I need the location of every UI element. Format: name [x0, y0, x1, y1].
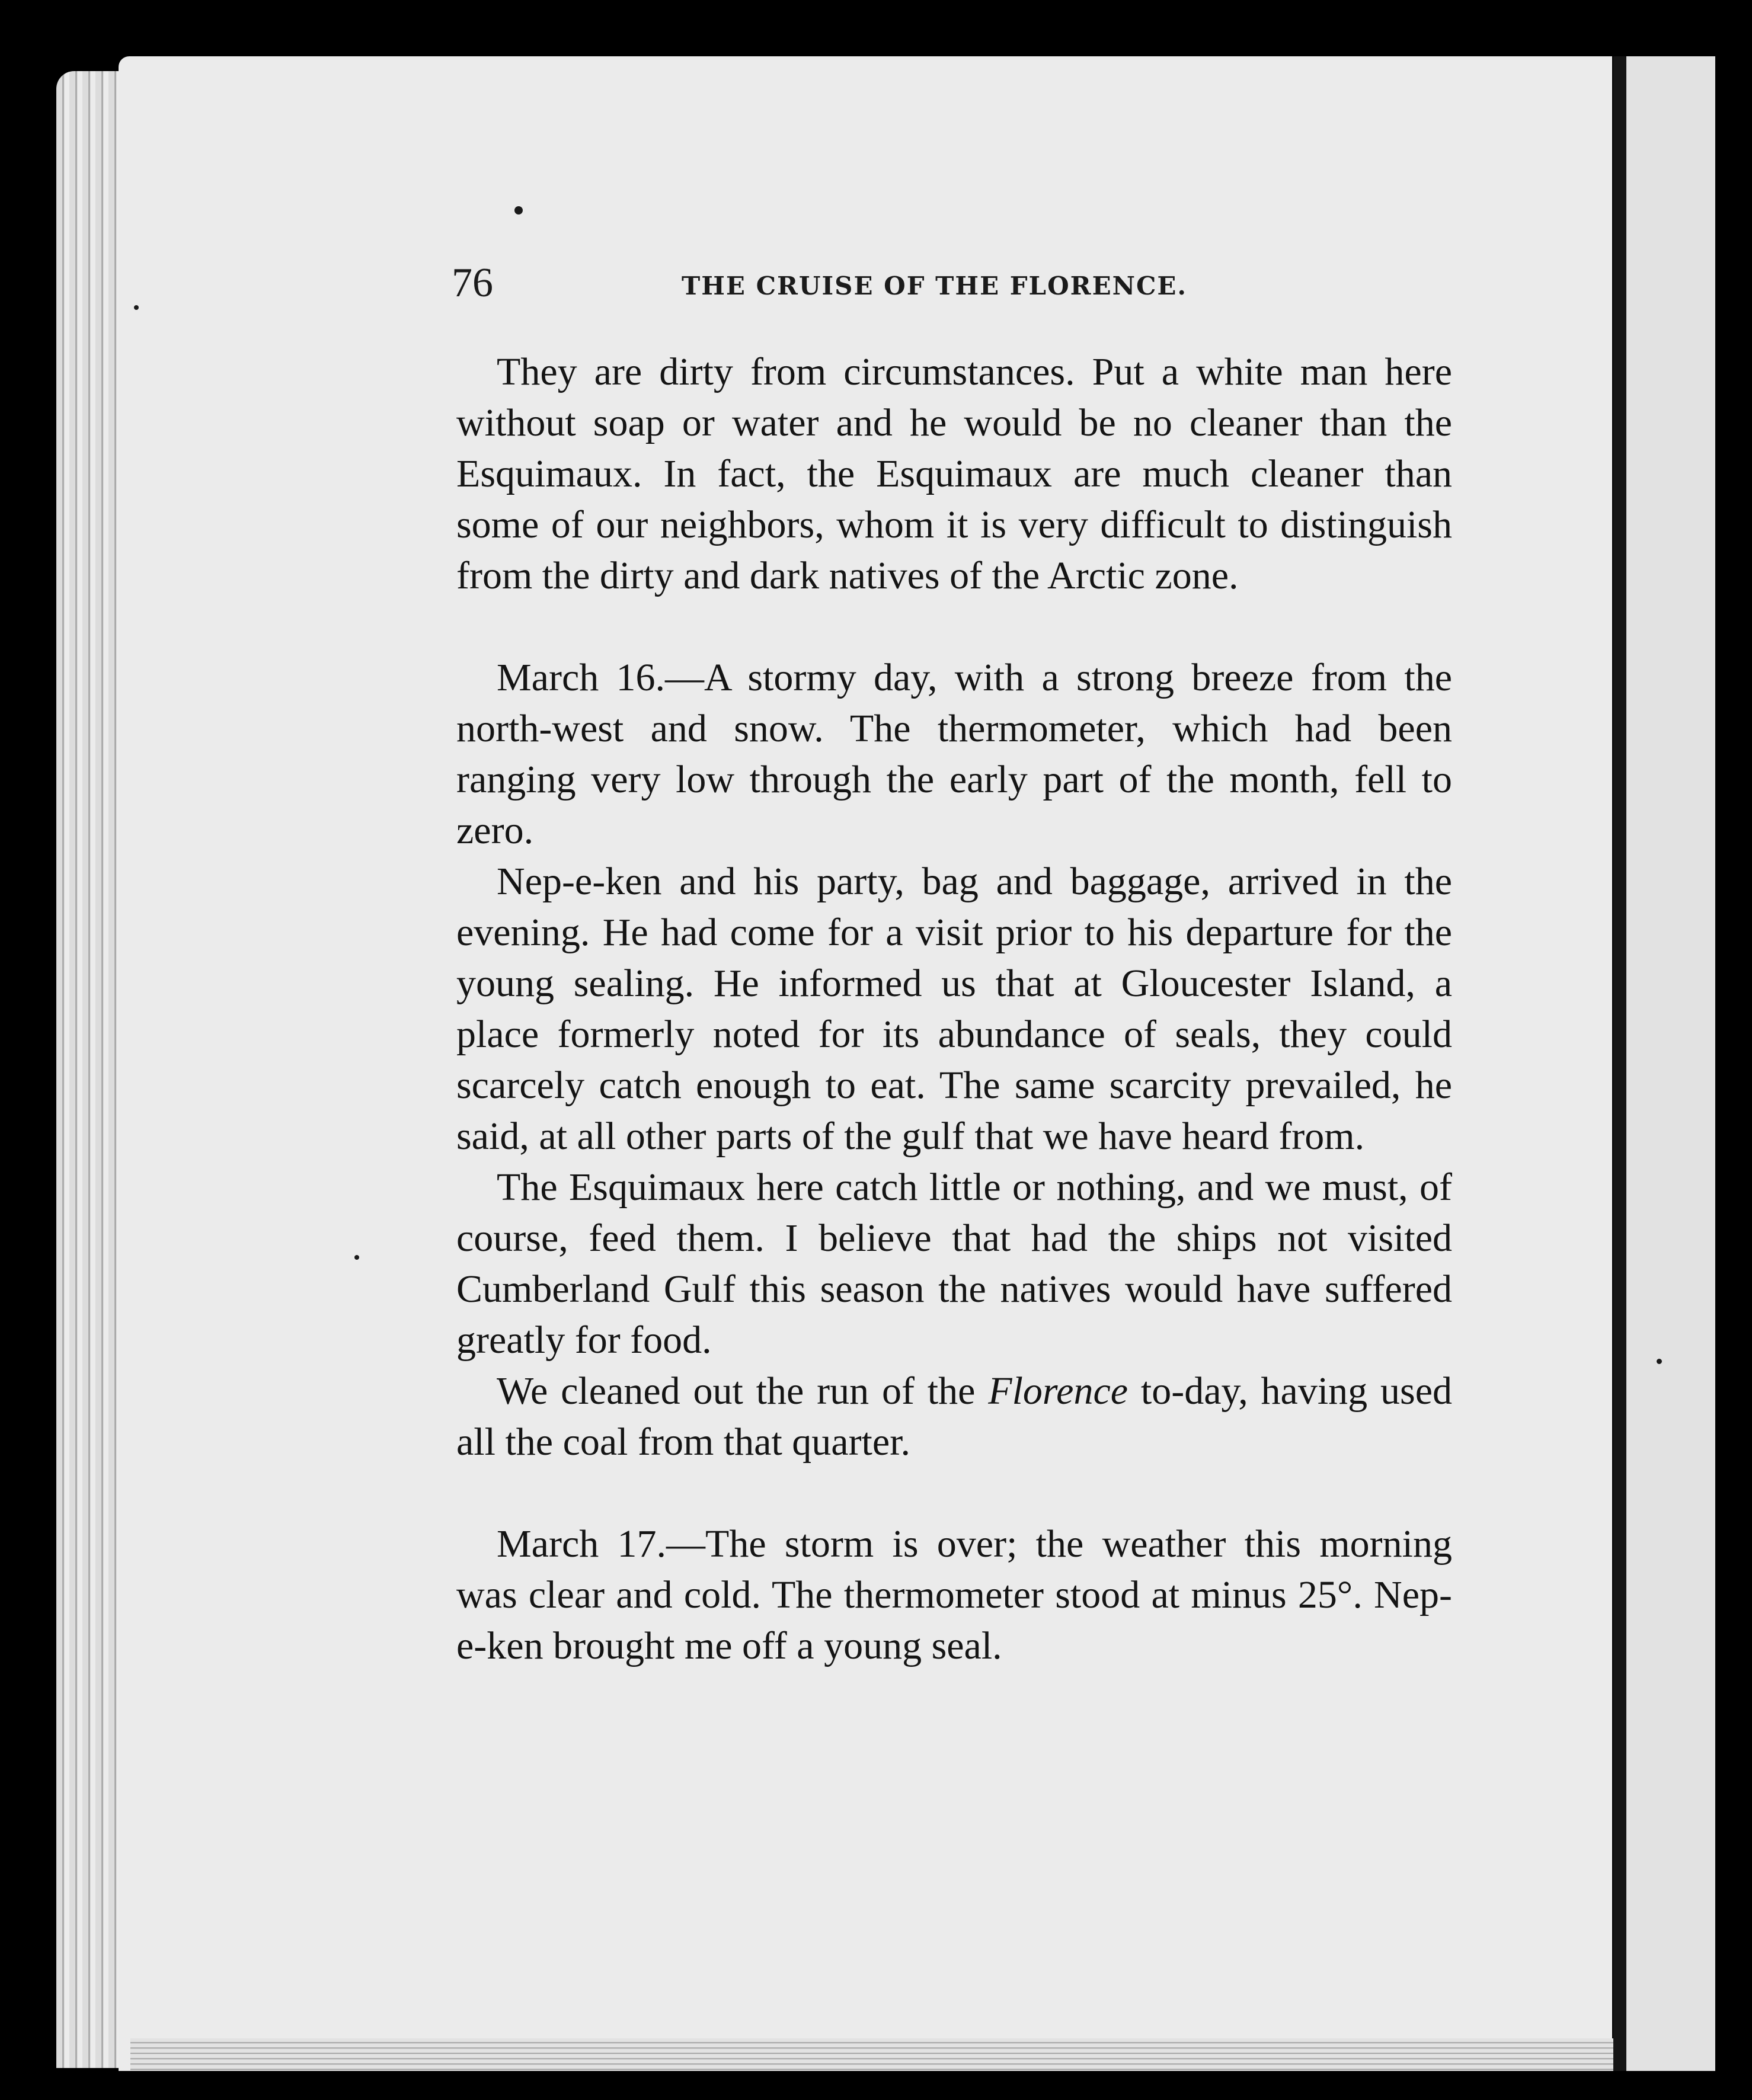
diary-entry-march-16: March 16.—A stormy day, with a strong breeze from the north-west and snow. The thermometer, which had been ranging very low through the early part of the month, fell to zero.	[456, 656, 1452, 852]
text-run: to-day, having used all the coal from that quarter.	[456, 1369, 1453, 1464]
scan-background-right	[1715, 56, 1752, 2071]
diary-entry-march-17: March 17.—The storm is over; the weather this morning was clear and cold. The thermometer stood at minus 25°. Nep-e-ken brought me off a young seal.	[456, 1522, 1452, 1667]
scan-speck	[514, 206, 523, 215]
paragraph	[456, 1366, 1452, 1468]
scan-speck	[134, 305, 139, 310]
paragraph: They are dirty from circumstances. Put a white man here without soap or water and he would be no cleaner than the Esquimaux. In fact, the Esquimaux are much cleaner than some of our neighbors, whom it is very difficult to distinguish from the dirty and dark natives of the Arctic zone.	[456, 350, 1452, 597]
running-head-title: THE CRUISE OF THE FLORENCE.	[682, 271, 1188, 300]
book-binding	[1613, 56, 1626, 2071]
paragraph: The Esquimaux here catch little or nothing, and we must, of course, feed them. I believe that had the ships not visited Cumberland Gulf this season the natives would have suffered greatly for food.	[456, 1166, 1452, 1362]
facing-page	[1626, 56, 1715, 2071]
text-run: We cleaned out the run of the	[497, 1369, 989, 1413]
paragraph: Nep-e-ken and his party, bag and baggage, arrived in the evening. He had come for a visit prior to his departure for the young sealing. He informed us that at Gloucester Island, a place formerly noted for its abundance of seals, they could scarcely catch enough to eat. The same scarcity prevailed, he said, at all other parts of the gulf that we have heard from.	[456, 860, 1452, 1158]
scan-speck	[1657, 1359, 1662, 1364]
ship-name: Florence	[988, 1369, 1128, 1413]
page-edges-bottom	[130, 2038, 1624, 2071]
body-text	[456, 347, 1452, 1672]
page-number: 76	[452, 260, 493, 306]
scan-speck	[354, 1255, 359, 1260]
